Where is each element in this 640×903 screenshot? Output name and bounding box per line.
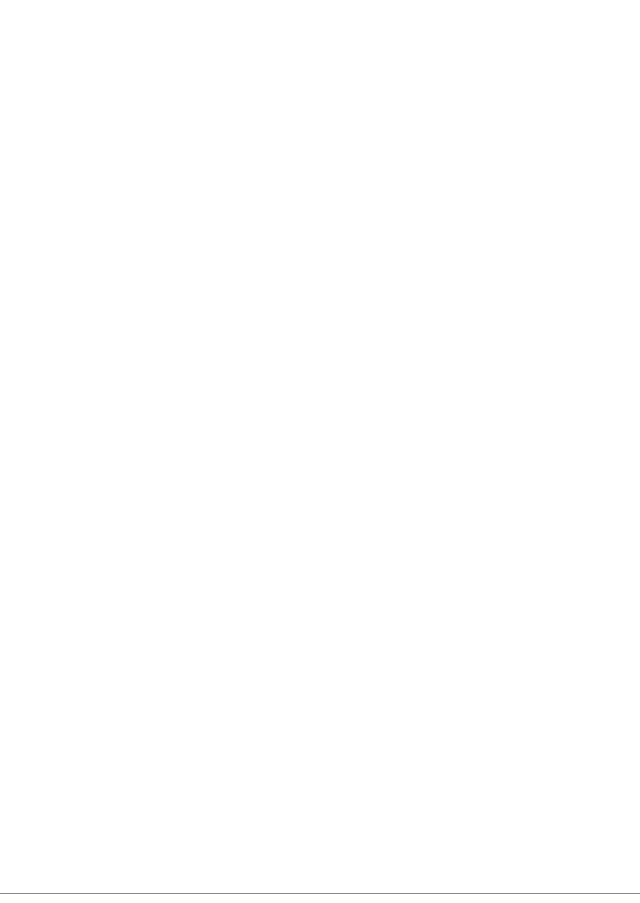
scan-edge-line xyxy=(0,893,640,894)
